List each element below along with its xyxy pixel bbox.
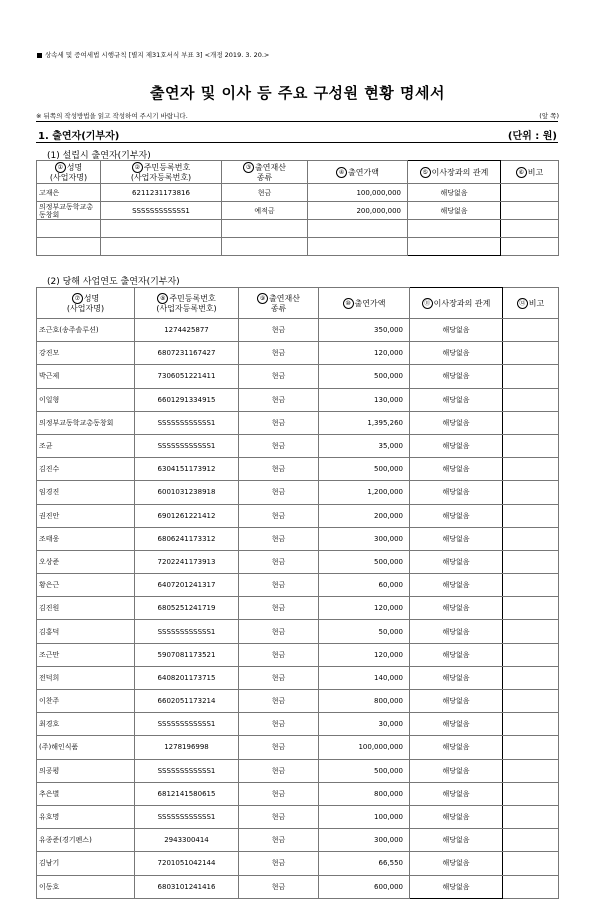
amount-cell: 300,000 [319, 829, 410, 852]
table-row [37, 388, 559, 411]
table-row [37, 574, 559, 597]
donor-name-cell: 권진안 [37, 504, 135, 527]
relationship-cell: 해당없음 [410, 713, 503, 736]
asset-type-cell: 예적금 [222, 202, 308, 220]
amount-cell: 500,000 [319, 458, 410, 481]
relationship-cell: 해당없음 [410, 782, 503, 805]
table-row [37, 184, 559, 202]
amount-cell [308, 238, 408, 256]
amount-cell: 120,000 [319, 342, 410, 365]
circled-number-icon: ③ [243, 162, 254, 173]
table-row [37, 805, 559, 828]
column-header [239, 288, 319, 319]
asset-type-cell: 현금 [239, 574, 319, 597]
column-header-label: 이사장과의 관계 [431, 167, 489, 177]
note-cell [503, 388, 559, 411]
asset-type-cell: 현금 [239, 875, 319, 898]
circled-number-icon: ⑥ [516, 167, 527, 178]
relationship-cell: 해당없음 [410, 527, 503, 550]
amount-cell: 350,000 [319, 319, 410, 342]
registration-number-cell [101, 238, 222, 256]
section-title: 1. 출연자(기부자) [38, 131, 120, 142]
relationship-cell: 해당없음 [408, 184, 501, 202]
registration-number-cell: 1278196998 [135, 736, 239, 759]
current-year-donors-table [36, 287, 559, 899]
circled-number-icon: ⑪ [422, 298, 433, 309]
registration-number-cell [101, 220, 222, 238]
asset-type-cell: 현금 [239, 527, 319, 550]
note-cell [503, 875, 559, 898]
registration-number-cell: 6806241173312 [135, 527, 239, 550]
column-header-sublabel: (사업자명) [49, 172, 88, 182]
note-cell [501, 220, 559, 238]
note-cell [503, 411, 559, 434]
donor-name-cell: 조균 [37, 434, 135, 457]
donor-name-cell: 이일형 [37, 388, 135, 411]
donor-name-cell: 의공평 [37, 759, 135, 782]
column-header-label: 주민등록번호 [143, 162, 191, 172]
amount-cell: 500,000 [319, 550, 410, 573]
donor-name-cell: 유호명 [37, 805, 135, 828]
note-cell [503, 829, 559, 852]
circled-number-icon: ⑨ [257, 293, 268, 304]
note-cell [503, 782, 559, 805]
registration-number-cell: 6807231167427 [135, 342, 239, 365]
amount-cell: 800,000 [319, 782, 410, 805]
table-row [37, 411, 559, 434]
amount-cell: 35,000 [319, 434, 410, 457]
amount-cell [308, 220, 408, 238]
circled-number-icon: ⑩ [343, 298, 354, 309]
note-cell [503, 759, 559, 782]
asset-type-cell [222, 238, 308, 256]
column-header-label: 성명 [83, 293, 100, 303]
column-header [501, 161, 559, 184]
asset-type-cell: 현금 [239, 458, 319, 481]
amount-cell: 130,000 [319, 388, 410, 411]
note-cell [503, 574, 559, 597]
relationship-cell: 해당없음 [410, 434, 503, 457]
relationship-cell: 해당없음 [410, 342, 503, 365]
donor-name-cell: 오상준 [37, 550, 135, 573]
relationship-cell: 해당없음 [410, 805, 503, 828]
column-header [319, 288, 410, 319]
relationship-cell: 해당없음 [410, 666, 503, 689]
asset-type-cell: 현금 [239, 388, 319, 411]
note-cell [503, 504, 559, 527]
registration-number-cell: 1274425877 [135, 319, 239, 342]
column-header-label: 출연재산 [269, 293, 300, 303]
registration-number-cell: SSSSSSSSSSSS1 [135, 620, 239, 643]
asset-type-cell: 현금 [239, 829, 319, 852]
donor-name-cell: 조근호(송주솔루션) [37, 319, 135, 342]
column-header [222, 161, 308, 184]
amount-cell: 1,395,260 [319, 411, 410, 434]
note-cell [503, 620, 559, 643]
donor-name-cell [37, 220, 101, 238]
amount-cell: 60,000 [319, 574, 410, 597]
table-row [37, 550, 559, 573]
column-header [135, 288, 239, 319]
note-cell [503, 643, 559, 666]
relationship-cell: 해당없음 [410, 319, 503, 342]
note-cell [503, 597, 559, 620]
circled-number-icon: ① [55, 162, 66, 173]
column-header-label: 출연재산 [255, 162, 286, 172]
table-row [37, 829, 559, 852]
donor-name-cell: 황은근 [37, 574, 135, 597]
amount-cell: 50,000 [319, 620, 410, 643]
section-divider [36, 142, 558, 143]
table-row [37, 759, 559, 782]
note-cell [503, 550, 559, 573]
relationship-cell: 해당없음 [410, 620, 503, 643]
relationship-cell: 해당없음 [408, 202, 501, 220]
relationship-cell: 해당없음 [410, 643, 503, 666]
registration-number-cell: 7201051042144 [135, 852, 239, 875]
registration-number-cell: 6901261221412 [135, 504, 239, 527]
table-row [37, 713, 559, 736]
column-header-sublabel: (사업자등록번호) [156, 303, 217, 313]
note-cell [503, 319, 559, 342]
table-row [37, 620, 559, 643]
asset-type-cell: 현금 [239, 620, 319, 643]
table-row [37, 238, 559, 256]
donor-name-cell: 김진수 [37, 458, 135, 481]
asset-type-cell: 현금 [239, 713, 319, 736]
table-row [37, 319, 559, 342]
registration-number-cell: 6601291334915 [135, 388, 239, 411]
registration-number-cell: 7202241173913 [135, 550, 239, 573]
circled-number-icon: ⑧ [157, 293, 168, 304]
note-cell [501, 184, 559, 202]
donor-name-cell: 김남기 [37, 852, 135, 875]
registration-number-cell: SSSSSSSSSSSS1 [135, 759, 239, 782]
table-row [37, 643, 559, 666]
asset-type-cell: 현금 [239, 805, 319, 828]
asset-type-cell: 현금 [239, 434, 319, 457]
relationship-cell: 해당없음 [410, 365, 503, 388]
registration-number-cell: SSSSSSSSSSSS1 [101, 202, 222, 220]
relationship-cell: 해당없음 [410, 458, 503, 481]
table-row [37, 597, 559, 620]
registration-number-cell: 6803101241416 [135, 875, 239, 898]
current-year-donors-title: (2) 당해 사업연도 출연자(기부자) [47, 277, 180, 287]
amount-cell: 120,000 [319, 643, 410, 666]
table-row [37, 782, 559, 805]
amount-cell: 100,000,000 [308, 184, 408, 202]
asset-type-cell: 현금 [239, 481, 319, 504]
circled-number-icon: ④ [336, 167, 347, 178]
donor-name-cell: 조근만 [37, 643, 135, 666]
column-header-label: 출연가액 [354, 298, 386, 308]
note-cell [501, 238, 559, 256]
amount-cell: 120,000 [319, 597, 410, 620]
asset-type-cell: 현금 [239, 550, 319, 573]
amount-cell: 30,000 [319, 713, 410, 736]
donor-name-cell: 전덕희 [37, 666, 135, 689]
column-header [37, 288, 135, 319]
registration-number-cell: 6812141580615 [135, 782, 239, 805]
relationship-cell: 해당없음 [410, 411, 503, 434]
registration-number-cell: 6304151173912 [135, 458, 239, 481]
note-cell [503, 805, 559, 828]
page-side-label: (앞 쪽) [539, 112, 559, 120]
table-row [37, 434, 559, 457]
registration-number-cell: 6408201173715 [135, 666, 239, 689]
column-header [408, 161, 501, 184]
table-row [37, 481, 559, 504]
note-cell [503, 434, 559, 457]
donor-name-cell: 이찬주 [37, 690, 135, 713]
amount-cell: 200,000,000 [308, 202, 408, 220]
note-cell [503, 852, 559, 875]
relationship-cell: 해당없음 [410, 875, 503, 898]
relationship-cell [408, 220, 501, 238]
relationship-cell: 해당없음 [410, 388, 503, 411]
table-row [37, 690, 559, 713]
form-reference-text: 상속세 및 증여세법 시행규칙 [별지 제31호서식 부표 3] <개정 2019. 3. 20.> [45, 51, 270, 59]
note-cell [503, 365, 559, 388]
registration-number-cell: SSSSSSSSSSSS1 [135, 805, 239, 828]
table-row [37, 365, 559, 388]
asset-type-cell: 현금 [222, 184, 308, 202]
registration-number-cell: 6211231173816 [101, 184, 222, 202]
table-row [37, 666, 559, 689]
note-cell [503, 481, 559, 504]
registration-number-cell: 6407201241317 [135, 574, 239, 597]
column-header [503, 288, 559, 319]
donor-name-cell: (주)해인식품 [37, 736, 135, 759]
registration-number-cell: SSSSSSSSSSSS1 [135, 434, 239, 457]
donor-name-cell: 추은별 [37, 782, 135, 805]
asset-type-cell: 현금 [239, 319, 319, 342]
circled-number-icon: ⑫ [517, 298, 528, 309]
amount-cell: 500,000 [319, 365, 410, 388]
donor-name-cell: 이동호 [37, 875, 135, 898]
column-header-sublabel: (사업자등록번호) [130, 172, 192, 182]
asset-type-cell: 현금 [239, 666, 319, 689]
column-header-sublabel: 종류 [256, 172, 273, 182]
donor-name-cell: 의정부교동학교총동창회 [37, 411, 135, 434]
unit-label: (단위 : 원) [507, 131, 557, 142]
donor-name-cell: 강진모 [37, 342, 135, 365]
asset-type-cell: 현금 [239, 759, 319, 782]
asset-type-cell: 현금 [239, 736, 319, 759]
registration-number-cell: 5907081173521 [135, 643, 239, 666]
amount-cell: 500,000 [319, 759, 410, 782]
asset-type-cell: 현금 [239, 597, 319, 620]
circled-number-icon: ⑦ [72, 293, 83, 304]
table-row [37, 527, 559, 550]
founding-donors-table [36, 160, 559, 256]
amount-cell: 100,000 [319, 805, 410, 828]
note-cell [503, 713, 559, 736]
donor-name-cell: 박근제 [37, 365, 135, 388]
donor-name-cell: 유종준(경기펜스) [37, 829, 135, 852]
column-header [37, 161, 101, 184]
table-row [37, 852, 559, 875]
relationship-cell: 해당없음 [410, 481, 503, 504]
column-header-label: 비고 [527, 167, 544, 177]
column-header [410, 288, 503, 319]
asset-type-cell: 현금 [239, 782, 319, 805]
registration-number-cell: 6602051173214 [135, 690, 239, 713]
relationship-cell [408, 238, 501, 256]
column-header-sublabel: (사업자명) [66, 303, 105, 313]
donor-name-cell: 김홍덕 [37, 620, 135, 643]
asset-type-cell: 현금 [239, 504, 319, 527]
column-header-label: 이사장과의 관계 [433, 298, 491, 308]
asset-type-cell: 현금 [239, 852, 319, 875]
asset-type-cell: 현금 [239, 342, 319, 365]
column-header [101, 161, 222, 184]
form-reference-note [37, 50, 269, 59]
note-cell [503, 736, 559, 759]
donor-name-cell: 의정부교동학교총동창회 [37, 202, 101, 220]
asset-type-cell: 현금 [239, 365, 319, 388]
donor-name-cell: 조태웅 [37, 527, 135, 550]
donor-name-cell: 김진원 [37, 597, 135, 620]
amount-cell: 800,000 [319, 690, 410, 713]
table-row [37, 202, 559, 220]
registration-number-cell: 2943300414 [135, 829, 239, 852]
registration-number-cell: SSSSSSSSSSSS1 [135, 411, 239, 434]
column-header-label: 주민등록번호 [169, 293, 216, 303]
amount-cell: 300,000 [319, 527, 410, 550]
table-row [37, 504, 559, 527]
square-bullet-icon [37, 53, 42, 58]
asset-type-cell: 현금 [239, 643, 319, 666]
relationship-cell: 해당없음 [410, 829, 503, 852]
asset-type-cell: 현금 [239, 690, 319, 713]
note-cell [503, 690, 559, 713]
instruction-text: ※ 뒤쪽의 작성방법을 읽고 작성하여 주시기 바랍니다. [36, 112, 188, 120]
amount-cell: 66,550 [319, 852, 410, 875]
asset-type-cell: 현금 [239, 411, 319, 434]
donor-name-cell: 최경호 [37, 713, 135, 736]
table-row [37, 458, 559, 481]
table-row [37, 875, 559, 898]
table-row [37, 342, 559, 365]
note-cell [503, 527, 559, 550]
relationship-cell: 해당없음 [410, 504, 503, 527]
relationship-cell: 해당없음 [410, 736, 503, 759]
registration-number-cell: 6805251241719 [135, 597, 239, 620]
note-cell [503, 342, 559, 365]
amount-cell: 100,000,000 [319, 736, 410, 759]
table-row [37, 736, 559, 759]
relationship-cell: 해당없음 [410, 550, 503, 573]
asset-type-cell [222, 220, 308, 238]
relationship-cell: 해당없음 [410, 597, 503, 620]
column-header-label: 성명 [66, 162, 83, 172]
note-cell [503, 458, 559, 481]
registration-number-cell: 7306051221411 [135, 365, 239, 388]
top-divider [36, 121, 558, 122]
registration-number-cell: 6001031238918 [135, 481, 239, 504]
column-header-label: 비고 [528, 298, 545, 308]
page-title: 출연자 및 이사 등 주요 구성원 현황 명세서 [150, 84, 445, 102]
note-cell [501, 202, 559, 220]
note-cell [503, 666, 559, 689]
amount-cell: 200,000 [319, 504, 410, 527]
relationship-cell: 해당없음 [410, 690, 503, 713]
relationship-cell: 해당없음 [410, 852, 503, 875]
founding-donors-title: (1) 설립시 출연자(기부자) [47, 151, 151, 161]
registration-number-cell: SSSSSSSSSSSS1 [135, 713, 239, 736]
donor-name-cell: 임경진 [37, 481, 135, 504]
column-header [308, 161, 408, 184]
donor-name-cell [37, 238, 101, 256]
column-header-label: 출연가액 [348, 167, 379, 177]
relationship-cell: 해당없음 [410, 574, 503, 597]
amount-cell: 1,200,000 [319, 481, 410, 504]
table-row [37, 220, 559, 238]
circled-number-icon: ⑤ [420, 167, 431, 178]
donor-name-cell: 고재은 [37, 184, 101, 202]
circled-number-icon: ② [132, 162, 143, 173]
column-header-sublabel: 종류 [270, 303, 287, 313]
amount-cell: 600,000 [319, 875, 410, 898]
relationship-cell: 해당없음 [410, 759, 503, 782]
amount-cell: 140,000 [319, 666, 410, 689]
